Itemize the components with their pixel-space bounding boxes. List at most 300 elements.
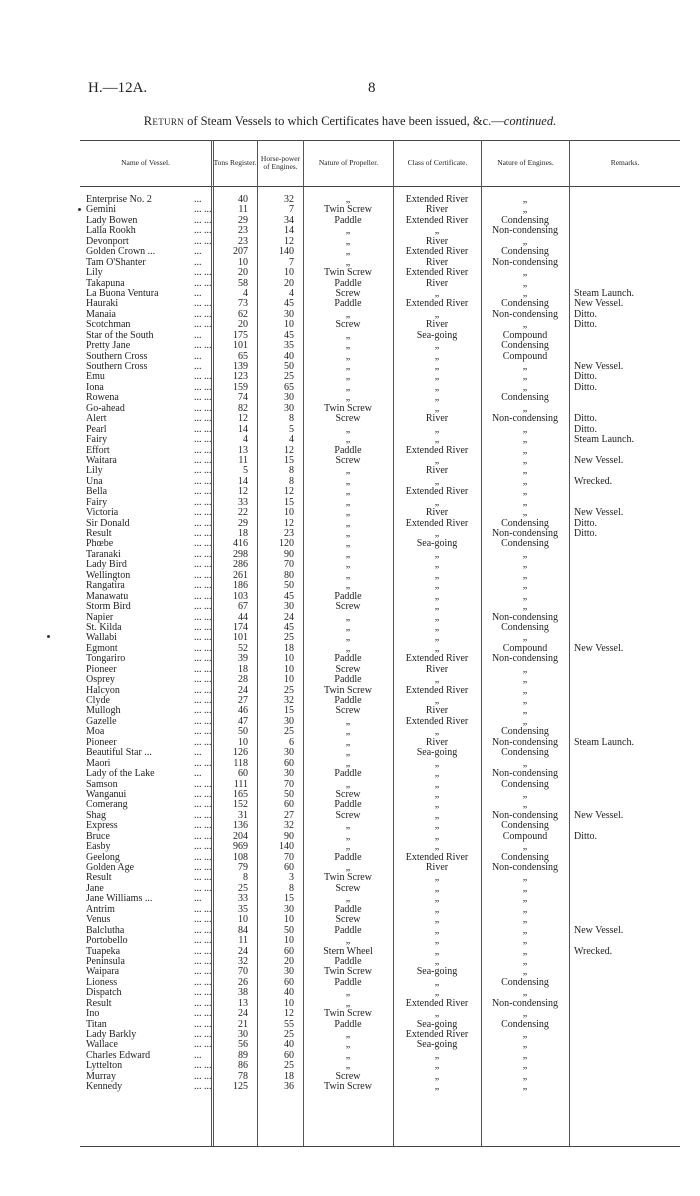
certificate-class-cell: „	[434, 454, 440, 466]
certificate-class-cell: „	[434, 778, 440, 790]
leader-dots-cell: ... ...	[194, 1018, 212, 1030]
certificate-class-cell: „	[434, 872, 440, 884]
leader-dots-cell: ... ...	[194, 903, 212, 915]
horse-power-cell: 12	[284, 517, 294, 529]
propeller-cell: Screw	[335, 663, 361, 675]
leader-dots-cell: ... ...	[194, 434, 212, 446]
vessel-name-cell: Gazelle	[86, 715, 117, 727]
propeller-cell: Paddle	[334, 674, 362, 686]
certificate-class-cell: „	[434, 799, 440, 811]
tons-register-cell: 33	[238, 496, 248, 508]
column-header-engines: Nature of Engines.	[497, 157, 554, 167]
propeller-cell: Screw	[335, 882, 361, 894]
propeller-cell: „	[345, 361, 351, 372]
certificate-class-cell: „	[434, 1060, 440, 1072]
vessel-name-cell: Fairy	[86, 434, 108, 446]
tons-register-cell: 27	[238, 695, 248, 706]
tons-register-cell: 298	[233, 548, 248, 560]
horse-power-cell: 7	[289, 256, 294, 268]
engine-nature-cell: Condensing	[501, 820, 549, 832]
remarks-cell: Wrecked.	[574, 475, 613, 487]
propeller-cell: „	[345, 1029, 351, 1040]
engine-nature-cell: Condensing	[501, 214, 549, 226]
horse-power-cell: 40	[284, 350, 294, 362]
caption-tail: continued.	[503, 114, 557, 128]
tons-register-cell: 29	[238, 214, 248, 226]
propeller-cell: „	[345, 559, 351, 571]
propeller-cell: „	[345, 392, 351, 404]
vessel-name-cell: Balclutha	[86, 924, 125, 936]
engine-nature-cell: Condensing	[501, 517, 549, 529]
engine-nature-cell: „	[522, 799, 528, 811]
engine-nature-cell: „	[522, 705, 528, 717]
leader-dots-cell: ... ...	[194, 601, 212, 613]
engine-nature-cell: Condensing	[501, 621, 549, 633]
certificate-class-cell: „	[434, 820, 440, 832]
engine-nature-cell: Compound	[502, 642, 548, 654]
engine-nature-cell: Condensing	[501, 538, 549, 550]
engine-nature-cell: „	[522, 559, 528, 571]
vessel-name-cell: Rangatira	[86, 580, 125, 592]
certificate-class-cell: „	[434, 955, 440, 967]
leader-dots-cell: ... ...	[194, 830, 212, 842]
horse-power-cell: 70	[284, 778, 294, 790]
leader-dots-cell: ... ...	[194, 538, 212, 550]
horse-power-cell: 18	[284, 642, 294, 654]
propeller-cell: Twin Screw	[324, 204, 372, 216]
tons-register-cell: 39	[238, 653, 248, 665]
engine-nature-cell: Condensing	[501, 298, 549, 310]
engine-nature-cell: „	[522, 684, 528, 696]
horse-power-cell: 10	[284, 653, 294, 665]
table-row	[0, 1009, 700, 1019]
leader-dots-cell: ...	[194, 361, 202, 372]
engine-nature-cell: „	[522, 590, 528, 602]
horse-power-cell: 15	[284, 705, 294, 717]
propeller-cell: „	[345, 621, 351, 633]
remarks-cell: New Vessel.	[574, 454, 624, 466]
engine-nature-cell: Condensing	[501, 246, 549, 258]
vessel-name-cell: Express	[86, 820, 118, 832]
certificate-class-cell: River	[425, 256, 449, 268]
leader-dots-cell: ...	[194, 768, 202, 780]
tons-register-cell: 24	[238, 945, 248, 957]
tons-register-cell: 89	[238, 1049, 248, 1061]
certificate-class-cell: Sea-going	[416, 1039, 458, 1051]
engine-nature-cell: „	[522, 434, 528, 446]
vessel-name-cell: Ino	[86, 1008, 100, 1020]
propeller-cell: „	[345, 225, 351, 237]
certificate-class-cell: Sea-going	[416, 747, 458, 759]
engine-nature-cell: „	[522, 361, 528, 372]
tons-register-cell: 101	[233, 632, 248, 644]
tons-register-cell: 58	[238, 277, 248, 289]
leader-dots-cell: ... ...	[194, 486, 212, 498]
tons-register-cell: 108	[233, 851, 248, 863]
remarks-cell: Ditto.	[574, 371, 598, 383]
engine-nature-cell: Compound	[502, 329, 548, 341]
certificate-class-cell: Sea-going	[416, 329, 458, 341]
leader-dots-cell: ... ...	[194, 809, 212, 821]
tons-register-cell: 111	[233, 778, 248, 790]
remarks-cell: Ditto.	[574, 528, 598, 539]
tons-register-cell: 261	[233, 569, 248, 581]
tons-register-cell: 174	[233, 621, 248, 633]
tons-register-cell: 139	[233, 361, 248, 372]
vessel-name-cell: Pioneer	[86, 663, 117, 675]
vessel-name-cell: Result	[86, 997, 112, 1009]
vessel-name-cell: Maori	[86, 757, 111, 769]
engine-nature-cell: Condensing	[501, 1018, 549, 1030]
propeller-cell: „	[345, 862, 351, 873]
tons-register-cell: 101	[233, 340, 248, 352]
engine-nature-cell: Condensing	[501, 778, 549, 790]
propeller-cell: Twin Screw	[324, 267, 372, 279]
vessel-name-cell: Victoria	[86, 507, 119, 519]
table-caption	[0, 114, 700, 129]
engine-nature-cell: „	[522, 277, 528, 289]
certificate-class-cell: „	[434, 914, 440, 926]
propeller-cell: Screw	[335, 601, 361, 613]
horse-power-cell: 60	[284, 757, 294, 769]
vessel-name-cell: Lady Bowen	[86, 214, 138, 226]
horse-power-cell: 70	[284, 559, 294, 571]
leader-dots-cell: ... ...	[194, 590, 212, 602]
vessel-name-cell: Wallabi	[86, 632, 117, 644]
tons-register-cell: 65	[238, 350, 248, 362]
horse-power-cell: 45	[284, 621, 294, 633]
tons-register-cell: 40	[238, 194, 248, 205]
certificate-class-cell: „	[434, 893, 440, 905]
horse-power-cell: 30	[284, 402, 294, 414]
leader-dots-cell: ... ...	[194, 1070, 212, 1082]
remarks-cell: New Vessel.	[574, 924, 624, 936]
propeller-cell: „	[345, 423, 351, 435]
vessel-name-cell: Charles Edward	[86, 1049, 151, 1061]
vessel-name-cell: Easby	[86, 841, 111, 853]
propeller-cell: Screw	[335, 1070, 361, 1082]
propeller-cell: „	[345, 235, 351, 247]
propeller-cell: Screw	[335, 413, 361, 425]
engine-nature-cell: Non-condensing	[491, 611, 559, 623]
certificate-class-cell: Extended River	[405, 684, 469, 696]
propeller-cell: Screw	[335, 788, 361, 800]
vessel-name-cell: Fairy	[86, 496, 108, 508]
propeller-cell: Twin Screw	[324, 1081, 372, 1093]
propeller-cell: Screw	[335, 809, 361, 821]
certificate-class-cell: „	[434, 287, 440, 299]
horse-power-cell: 25	[284, 726, 294, 738]
propeller-cell: „	[345, 465, 351, 477]
vessel-name-cell: Effort	[86, 444, 110, 456]
tons-register-cell: 20	[238, 319, 248, 331]
leader-dots-cell: ... ...	[194, 507, 212, 519]
engine-nature-cell: Non-condensing	[491, 413, 559, 425]
propeller-cell: „	[345, 997, 351, 1009]
caption-lead: Return	[143, 114, 184, 128]
propeller-cell: „	[345, 538, 351, 550]
leader-dots-cell: ... ...	[194, 705, 212, 717]
vessel-name-cell: Pearl	[86, 423, 107, 435]
horse-power-cell: 12	[284, 444, 294, 456]
certificate-class-cell: „	[434, 434, 440, 446]
column-header-horse-power: Horse-power of Engines.	[260, 153, 301, 171]
engine-nature-cell: „	[522, 496, 528, 508]
leader-dots-cell: ...	[194, 194, 202, 205]
vessel-name-cell: Pretty Jane	[86, 340, 131, 352]
propeller-cell: „	[345, 507, 351, 519]
horse-power-cell: 8	[289, 465, 294, 477]
engine-nature-cell: Non-condensing	[491, 768, 559, 780]
tons-register-cell: 204	[233, 830, 248, 842]
certificate-class-cell: River	[425, 413, 449, 425]
vessel-name-cell: Scotchman	[86, 319, 131, 331]
propeller-cell: „	[345, 486, 351, 498]
leader-dots-cell: ... ...	[194, 851, 212, 863]
leader-dots-cell: ... ...	[194, 987, 212, 999]
leader-dots-cell: ... ...	[194, 684, 212, 696]
horse-power-cell: 15	[284, 496, 294, 508]
engine-nature-cell: „	[522, 914, 528, 926]
engine-nature-cell: „	[522, 465, 528, 477]
tons-register-cell: 165	[233, 788, 248, 800]
certificate-class-cell: „	[434, 496, 440, 508]
tons-register-cell: 24	[238, 1008, 248, 1020]
horse-power-cell: 5	[289, 423, 294, 435]
tons-register-cell: 11	[238, 454, 248, 466]
certificate-class-cell: Extended River	[405, 194, 469, 205]
propeller-cell: Paddle	[334, 1018, 362, 1030]
leader-dots-cell: ... ...	[194, 277, 212, 289]
horse-power-cell: 60	[284, 862, 294, 873]
certificate-class-cell: River	[425, 663, 449, 675]
engine-nature-cell: „	[522, 935, 528, 947]
horse-power-cell: 30	[284, 768, 294, 780]
vessel-name-cell: Comerang	[86, 799, 128, 811]
leader-dots-cell: ... ...	[194, 820, 212, 832]
caption-text: of Steam Vessels to which Certificates have been issued, &c.—	[183, 114, 504, 128]
leader-dots-cell: ... ...	[194, 945, 212, 957]
engine-nature-cell: Non-condensing	[491, 736, 559, 748]
certificate-class-cell: „	[434, 726, 440, 738]
certificate-class-cell: Extended River	[405, 486, 469, 498]
certificate-class-cell: „	[434, 830, 440, 842]
propeller-cell: „	[345, 256, 351, 268]
propeller-cell: Stern Wheel	[323, 945, 373, 957]
leader-dots-cell: ... ...	[194, 340, 212, 352]
horse-power-cell: 32	[284, 695, 294, 706]
vessel-name-cell: St. Kilda	[86, 621, 122, 633]
leader-dots-cell: ... ...	[194, 736, 212, 748]
tons-register-cell: 28	[238, 674, 248, 686]
engine-nature-cell: Condensing	[501, 747, 549, 759]
engine-nature-cell: „	[522, 955, 528, 967]
vessel-name-cell: Portobello	[86, 935, 128, 947]
engine-nature-cell: „	[522, 423, 528, 435]
tons-register-cell: 10	[238, 914, 248, 926]
propeller-cell: „	[345, 1039, 351, 1051]
horse-power-cell: 10	[284, 935, 294, 947]
engine-nature-cell: „	[522, 287, 528, 299]
certificate-class-cell: „	[434, 903, 440, 915]
tons-register-cell: 79	[238, 862, 248, 873]
horse-power-cell: 15	[284, 893, 294, 905]
horse-power-cell: 7	[289, 204, 294, 216]
engine-nature-cell: „	[522, 454, 528, 466]
propeller-cell: Paddle	[334, 653, 362, 665]
horse-power-cell: 30	[284, 747, 294, 759]
certificate-class-cell: River	[425, 235, 449, 247]
propeller-cell: „	[345, 496, 351, 508]
tons-register-cell: 78	[238, 1070, 248, 1082]
leader-dots-cell: ... ...	[194, 653, 212, 665]
leader-dots-cell: ... ...	[194, 569, 212, 581]
tons-register-cell: 25	[238, 882, 248, 894]
certificate-class-cell: Sea-going	[416, 538, 458, 550]
leader-dots-cell: ... ...	[194, 841, 212, 853]
propeller-cell: „	[345, 935, 351, 947]
propeller-cell: „	[345, 371, 351, 383]
horse-power-cell: 45	[284, 590, 294, 602]
tons-register-cell: 24	[238, 684, 248, 696]
vessel-name-cell: Dispatch	[86, 987, 122, 999]
engine-nature-cell: „	[522, 663, 528, 675]
propeller-cell: Screw	[335, 914, 361, 926]
tons-register-cell: 969	[233, 841, 248, 853]
engine-nature-cell: Non-condensing	[491, 225, 559, 237]
certificate-class-cell: Extended River	[405, 851, 469, 863]
engine-nature-cell: Compound	[502, 830, 548, 842]
certificate-class-cell: „	[434, 1049, 440, 1061]
horse-power-cell: 40	[284, 987, 294, 999]
propeller-cell: Twin Screw	[324, 402, 372, 414]
horse-power-cell: 50	[284, 788, 294, 800]
engine-nature-cell: Non-condensing	[491, 528, 559, 539]
tons-register-cell: 4	[243, 287, 248, 299]
vessel-name-cell: Tongariro	[86, 653, 126, 665]
propeller-cell: Paddle	[334, 955, 362, 967]
tons-register-cell: 4	[243, 434, 248, 446]
certificate-class-cell: Extended River	[405, 517, 469, 529]
horse-power-cell: 12	[284, 235, 294, 247]
vessel-name-cell: Devonport	[86, 235, 129, 247]
vessel-table-body	[0, 195, 700, 1093]
horse-power-cell: 8	[289, 475, 294, 487]
tons-register-cell: 5	[243, 465, 248, 477]
horse-power-cell: 27	[284, 809, 294, 821]
tons-register-cell: 8	[243, 872, 248, 884]
vessel-name-cell: Una	[86, 475, 103, 487]
tons-register-cell: 11	[238, 204, 248, 216]
tons-register-cell: 22	[238, 507, 248, 519]
horse-power-cell: 60	[284, 945, 294, 957]
vessel-name-cell: Geelong	[86, 851, 120, 863]
propeller-cell: „	[345, 350, 351, 362]
horse-power-cell: 30	[284, 715, 294, 727]
remarks-cell: New Vessel.	[574, 507, 624, 519]
vessel-name-cell: Lily	[86, 465, 103, 477]
certificate-class-cell: „	[434, 935, 440, 947]
propeller-cell: Twin Screw	[324, 1008, 372, 1020]
tons-register-cell: 47	[238, 715, 248, 727]
horse-power-cell: 10	[284, 507, 294, 519]
remarks-cell: Ditto.	[574, 830, 598, 842]
tons-register-cell: 13	[238, 997, 248, 1009]
leader-dots-cell: ... ...	[194, 726, 212, 738]
leader-dots-cell: ...	[194, 1049, 202, 1061]
vessel-name-cell: Result	[86, 872, 112, 884]
propeller-cell: Paddle	[334, 903, 362, 915]
vessel-name-cell: Moa	[86, 726, 105, 738]
vessel-name-cell: Osprey	[86, 674, 115, 686]
certificate-class-cell: „	[434, 788, 440, 800]
horse-power-cell: 60	[284, 1049, 294, 1061]
horse-power-cell: 34	[284, 214, 294, 226]
engine-nature-cell: „	[522, 695, 528, 706]
horse-power-cell: 45	[284, 329, 294, 341]
propeller-cell: Twin Screw	[324, 966, 372, 978]
leader-dots-cell: ... ...	[194, 423, 212, 435]
vessel-name-cell: Lady of the Lake	[86, 768, 155, 780]
vessel-name-cell: Alert	[86, 413, 107, 425]
tons-register-cell: 416	[233, 538, 248, 550]
certificate-class-cell: Extended River	[405, 715, 469, 727]
leader-dots-cell: ... ...	[194, 528, 212, 539]
vessel-name-cell: Beautiful Star ...	[86, 747, 152, 759]
propeller-cell: „	[345, 747, 351, 759]
vessel-name-cell: Peninsula	[86, 955, 125, 967]
certificate-class-cell: Extended River	[405, 1029, 469, 1040]
leader-dots-cell: ... ...	[194, 1060, 212, 1072]
horse-power-cell: 12	[284, 1008, 294, 1020]
tons-register-cell: 73	[238, 298, 248, 310]
leader-dots-cell: ... ...	[194, 914, 212, 926]
engine-nature-cell: „	[522, 757, 528, 769]
leader-dots-cell: ... ...	[194, 1081, 212, 1093]
tons-register-cell: 12	[238, 413, 248, 425]
propeller-cell: Screw	[335, 287, 361, 299]
certificate-class-cell: „	[434, 580, 440, 592]
leader-dots-cell: ... ...	[194, 454, 212, 466]
remarks-cell: New Vessel.	[574, 809, 624, 821]
certificate-class-cell: Extended River	[405, 444, 469, 456]
certificate-class-cell: „	[434, 559, 440, 571]
propeller-cell: Paddle	[334, 924, 362, 936]
propeller-cell: Paddle	[334, 444, 362, 456]
vessel-name-cell: Tuapeka	[86, 945, 121, 957]
engine-nature-cell: Non-condensing	[491, 308, 559, 320]
table-bottom-rule	[80, 1146, 680, 1147]
vessel-name-cell: Star of the South	[86, 329, 154, 341]
horse-power-cell: 18	[284, 1070, 294, 1082]
certificate-class-cell: „	[434, 1008, 440, 1020]
tons-register-cell: 32	[238, 955, 248, 967]
tons-register-cell: 152	[233, 799, 248, 811]
tons-register-cell: 52	[238, 642, 248, 654]
vessel-name-cell: Murray	[86, 1070, 116, 1082]
tons-register-cell: 103	[233, 590, 248, 602]
table-row	[0, 675, 700, 685]
certificate-class-cell: „	[434, 611, 440, 623]
certificate-class-cell: „	[434, 590, 440, 602]
leader-dots-cell: ... ...	[194, 778, 212, 790]
vessel-name-cell: La Buona Ventura	[86, 287, 159, 299]
vessel-name-cell: Waitara	[86, 454, 117, 466]
horse-power-cell: 90	[284, 830, 294, 842]
table-row	[0, 268, 700, 278]
propeller-cell: „	[345, 308, 351, 320]
horse-power-cell: 3	[289, 872, 294, 884]
